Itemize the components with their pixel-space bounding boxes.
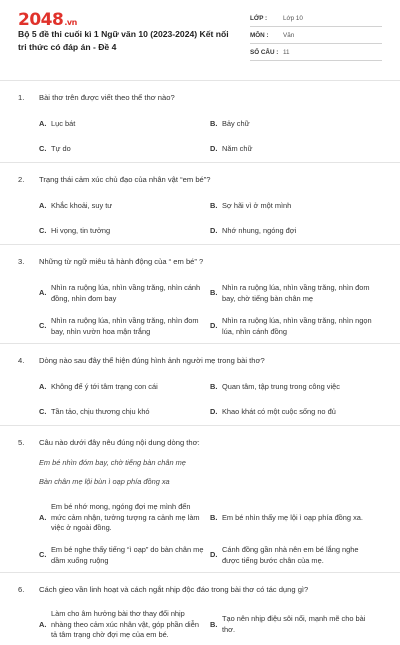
option-text: Em bé nghe thấy tiếng “ì oạp” do bàn chân mẹ dầm xuống ruộng [51,544,204,565]
info-value: Lớp 10 [283,14,303,22]
option-text: Nhìn ra ruộng lúa, nhìn vầng trăng, nhìn đom bay, chờ tiếng bàn chân mẹ [222,282,370,303]
option[interactable] [210,399,381,425]
question-text: Trạng thái cảm xúc chủ đạo của nhân vật “em bé”? [39,175,211,184]
option-letter: D. [210,143,218,153]
option[interactable] [210,497,381,539]
option-text: Hi vọng, tin tưởng [51,225,111,235]
info-value: 11 [283,48,290,56]
poem-line: Bàn chân mẹ lội bùn ì oạp phía đồng xa [39,477,170,486]
option-text: Khao khát có một cuộc sống no đủ [222,406,336,416]
question-number: 2. [18,175,25,184]
site-logo[interactable]: 2048.vn [18,10,77,30]
question-text: Bài thơ trên được viết theo thể thơ nào? [39,93,175,102]
option[interactable] [39,277,210,310]
question-stem [18,81,382,113]
info-label: MÔN : [250,31,269,39]
question-stem [18,426,382,458]
option-text: Tự do [51,143,71,153]
question [0,572,400,645]
option-text: Nhìn ra ruộng lúa, nhìn vầng trăng, nhìn cánh đồng, nhìn đom bay [51,282,201,303]
question [0,343,400,425]
info-row-class [250,10,382,27]
option-letter: A. [39,382,47,392]
option-letter: B. [210,288,218,298]
option-letter: C. [39,550,47,560]
option[interactable] [210,539,381,572]
option[interactable] [39,497,210,539]
option-row [39,310,382,343]
question [0,80,400,162]
option-letter: B. [210,512,218,522]
option-letter: C. [39,406,47,416]
question-stem [18,344,382,376]
info-label: SỐ CÂU : [250,48,279,56]
option-text: Lục bát [51,119,76,129]
option-letter: A. [39,512,47,522]
option-text: Năm chữ [222,143,253,153]
option-text: Tạo nên nhịp điệu sôi nổi, mạnh mẽ cho bài thơ. [222,614,366,634]
option-row [39,605,382,645]
option-letter: A. [39,119,47,129]
question-text: Câu nào dưới đây nêu đúng nội dung dòng thơ: [39,438,200,447]
option[interactable] [210,310,381,343]
option-row [39,195,382,218]
info-row-count [250,44,382,61]
question-list [0,80,400,645]
info-value: Văn [283,31,295,39]
option[interactable] [210,605,381,645]
option-letter: C. [39,225,47,235]
question-stem [18,245,382,277]
option-letter: A. [39,201,47,211]
option-row [39,218,382,244]
option[interactable] [210,376,381,399]
poem-line: Em bé nhìn đóm bay, chờ tiếng bàn chân mẹ [39,458,186,467]
option[interactable] [39,310,210,343]
option[interactable] [210,277,381,310]
option[interactable] [210,218,381,244]
option[interactable] [39,539,210,572]
option-text: Tần tảo, chịu thương chịu khó [51,406,150,416]
question-number: 6. [18,585,25,594]
option[interactable] [39,218,210,244]
option-letter: C. [39,143,47,153]
option-letter: B. [210,201,218,211]
option-text: Làm cho âm hưởng bài thơ thay đổi nhịp nhàng theo cảm xúc nhân vật, góp phần diễn tả tâm trạng chờ đợi mẹ của em bé. [51,609,199,640]
option-row [39,136,382,162]
question [0,244,400,343]
question-stem [18,163,382,195]
question-text: Những từ ngữ miêu tả hành động của “ em bé” ? [39,257,204,266]
option[interactable] [39,195,210,218]
option[interactable] [210,195,381,218]
option-row [39,539,382,572]
question-number: 1. [18,93,25,102]
info-label: LỚP : [250,14,268,22]
question-number: 5. [18,438,25,447]
question-number: 4. [18,356,25,365]
question [0,162,400,244]
option-letter: B. [210,382,218,392]
option[interactable] [39,605,210,645]
option-text: Nhớ nhung, ngóng đợi [222,225,297,235]
page-title: Bộ 5 đề thi cuối kì 1 Ngữ văn 10 (2023-2024) Kết nối tri thức có đáp án - Đề 4 [18,29,229,52]
option[interactable] [39,136,210,162]
option-letter: D. [210,550,218,560]
option-row [39,113,382,136]
option-text: Khắc khoải, suy tư [51,201,113,211]
option-text: Bảy chữ [222,119,250,129]
option[interactable] [210,113,381,136]
option-letter: A. [39,288,47,298]
question-text: Dòng nào sau đây thể hiện đúng hình ảnh người mẹ trong bài thơ? [39,356,265,365]
option-letter: D. [210,321,218,331]
question-text: Cách gieo vần linh hoạt và cách ngắt nhịp độc đáo trong bài thơ có tác dụng gì? [39,585,309,594]
info-row-subject [250,27,382,44]
option-text: Cánh đồng gần nhà nên em bé lắng nghe được tiếng bước chân của mẹ. [222,544,359,565]
info-panel [250,10,382,61]
option-letter: C. [39,321,47,331]
option-letter: B. [210,619,218,629]
option-text: Sợ hãi vì ở một mình [222,201,292,211]
option[interactable] [210,136,381,162]
option-letter: D. [210,406,218,416]
option-letter: B. [210,119,218,129]
option-text: Em bé nhìn thấy mẹ lội ì oạp phía đồng xa. [222,512,363,522]
option-text: Quan tâm, tập trung trong công việc [222,382,340,392]
option-text: Nhìn ra ruộng lúa, nhìn vầng trăng, nhìn ngọn lúa, nhìn cánh đồng [222,315,372,336]
page-header [0,0,400,70]
option-row [39,399,382,425]
question-stem [18,573,382,605]
option-row [39,497,382,539]
option-letter: A. [39,619,47,629]
question-number: 3. [18,257,25,266]
question [0,425,400,572]
option[interactable] [39,376,210,399]
option[interactable] [39,113,210,136]
option-text: Không để ý tới tâm trạng con cái [51,382,158,392]
option-text: Em bé nhớ mong, ngóng đợi mẹ mình đến mức cảm nhận, tưởng tượng ra cảnh mẹ làm việc ở ngoài đồng. [51,502,200,533]
option[interactable] [39,399,210,425]
option-text: Nhìn ra ruộng lúa, nhìn vầng trăng, nhìn đom bay, nhìn vườn hoa mận trắng [51,315,199,336]
option-row [39,277,382,310]
option-row [39,376,382,399]
option-letter: D. [210,225,218,235]
